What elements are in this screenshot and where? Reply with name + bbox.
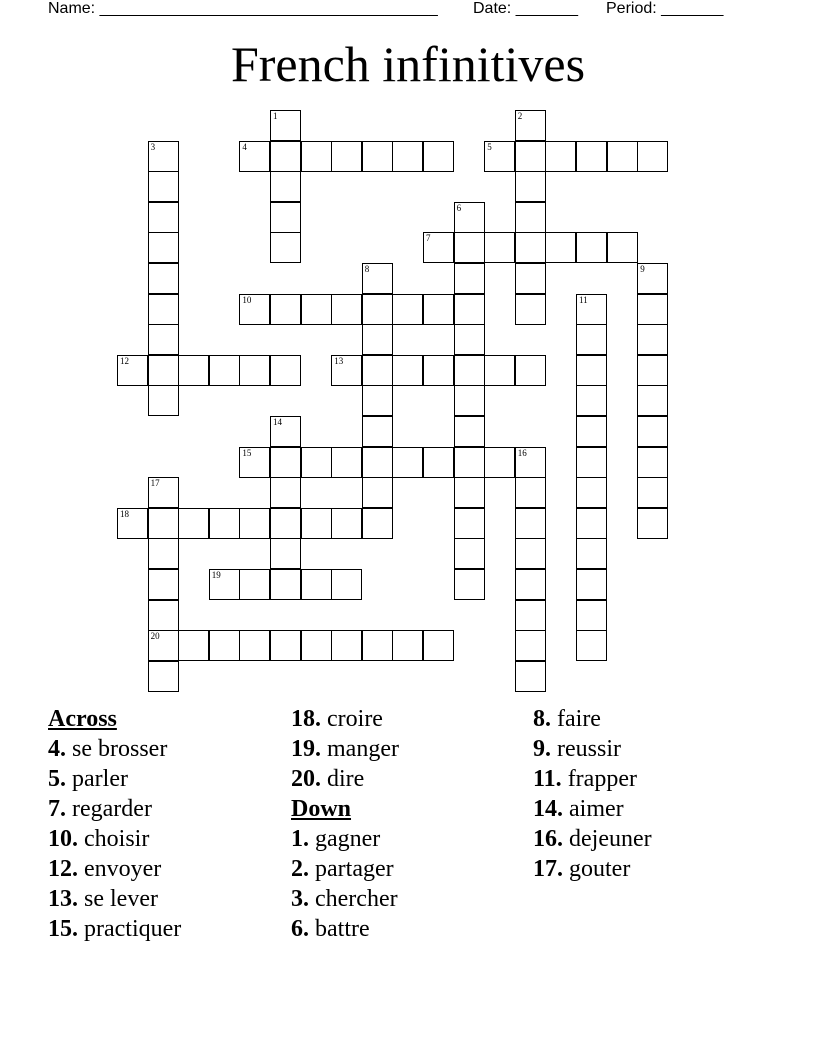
clue-text: dejeuner	[569, 826, 652, 852]
grid-cell[interactable]	[515, 294, 546, 325]
grid-cell[interactable]	[178, 355, 209, 386]
grid-cell[interactable]	[515, 232, 546, 263]
cell-number: 16	[517, 447, 527, 458]
cell-number: 4	[242, 141, 247, 152]
down-heading: Down	[291, 796, 352, 822]
clue-text: envoyer	[84, 856, 162, 882]
clue-number: 8.	[533, 706, 551, 732]
clue-across-4	[48, 734, 181, 764]
grid-cell[interactable]	[239, 294, 270, 325]
clue-number: 20.	[291, 766, 321, 792]
grid-cell[interactable]	[148, 171, 179, 202]
grid-cell[interactable]	[423, 141, 454, 172]
clue-across-15	[48, 914, 181, 944]
grid-cell[interactable]	[576, 385, 607, 416]
grid-cell[interactable]	[392, 447, 423, 478]
clue-text: gouter	[569, 856, 631, 882]
clue-number: 12.	[48, 856, 78, 882]
grid-cell[interactable]	[362, 447, 393, 478]
cell-number: 10	[242, 294, 252, 305]
grid-cell[interactable]	[515, 569, 546, 600]
cell-number: 6	[456, 202, 462, 213]
grid-cell[interactable]	[362, 355, 393, 386]
grid-cell[interactable]	[515, 477, 546, 508]
clue-down-14	[533, 794, 652, 824]
grid-cell[interactable]	[576, 630, 607, 661]
grid-cell[interactable]	[576, 477, 607, 508]
clue-down-3	[291, 884, 399, 914]
clue-across-13	[48, 884, 181, 914]
grid-cell[interactable]	[301, 141, 332, 172]
clue-number: 9.	[533, 736, 551, 762]
grid-cell[interactable]	[576, 447, 607, 478]
grid-cell[interactable]	[270, 110, 301, 141]
grid-cell[interactable]	[576, 416, 607, 447]
grid-cell[interactable]	[576, 508, 607, 539]
clue-number: 10.	[48, 826, 78, 852]
grid-cell[interactable]	[239, 447, 270, 478]
grid-cell[interactable]	[148, 600, 179, 631]
grid-cell[interactable]	[362, 324, 393, 355]
grid-cell[interactable]	[148, 324, 179, 355]
grid-cell[interactable]	[270, 508, 301, 539]
grid-cell[interactable]	[454, 232, 485, 263]
grid-cell[interactable]	[362, 263, 393, 294]
grid-cell[interactable]	[392, 294, 423, 325]
grid-cell[interactable]	[148, 141, 179, 172]
grid-cell[interactable]	[209, 569, 240, 600]
clue-text: se brosser	[72, 736, 168, 762]
clue-number: 19.	[291, 736, 321, 762]
grid-cell[interactable]	[515, 355, 546, 386]
clue-number: 18.	[291, 706, 321, 732]
grid-cell[interactable]	[454, 508, 485, 539]
across-heading: Across	[48, 706, 117, 732]
cell-number: 15	[242, 447, 252, 458]
grid-cell[interactable]	[637, 385, 668, 416]
clue-column-1	[48, 704, 181, 944]
grid-cell[interactable]	[637, 355, 668, 386]
clue-number: 17.	[533, 856, 563, 882]
grid-cell[interactable]	[209, 508, 240, 539]
grid-cell[interactable]	[331, 141, 362, 172]
clue-text: aimer	[569, 796, 624, 822]
grid-cell[interactable]	[423, 232, 454, 263]
grid-cell[interactable]	[576, 141, 607, 172]
grid-cell[interactable]	[423, 294, 454, 325]
cell-number: 5	[487, 141, 492, 152]
cell-number: 18	[120, 508, 129, 519]
grid-cell[interactable]	[331, 355, 362, 386]
grid-cell[interactable]	[331, 569, 362, 600]
grid-cell[interactable]	[148, 661, 179, 692]
grid-cell[interactable]	[637, 324, 668, 355]
grid-cell[interactable]	[607, 141, 638, 172]
grid-cell[interactable]	[362, 141, 393, 172]
clue-text: gagner	[315, 826, 381, 852]
grid-cell[interactable]	[515, 171, 546, 202]
clue-down-8	[533, 704, 652, 734]
grid-cell[interactable]	[178, 508, 209, 539]
grid-cell[interactable]	[209, 630, 240, 661]
clue-across-12	[48, 854, 181, 884]
clue-number: 15.	[48, 916, 78, 942]
grid-cell[interactable]	[454, 324, 485, 355]
grid-cell[interactable]	[239, 141, 270, 172]
grid-cell[interactable]	[117, 355, 148, 386]
period-field-label[interactable]: Period: _______	[606, 0, 724, 17]
grid-cell[interactable]	[148, 355, 179, 386]
grid-cell[interactable]	[454, 538, 485, 569]
grid-cell[interactable]	[576, 569, 607, 600]
grid-cell[interactable]	[515, 508, 546, 539]
grid-cell[interactable]	[515, 661, 546, 692]
clue-number: 16.	[533, 826, 563, 852]
clue-number: 13.	[48, 886, 78, 912]
grid-cell[interactable]	[148, 385, 179, 416]
grid-cell[interactable]	[484, 141, 515, 172]
grid-cell[interactable]	[576, 324, 607, 355]
clue-number: 7.	[48, 796, 66, 822]
grid-cell[interactable]	[270, 141, 301, 172]
grid-cell[interactable]	[515, 141, 546, 172]
grid-cell[interactable]	[301, 447, 332, 478]
grid-cell[interactable]	[637, 263, 668, 294]
grid-cell[interactable]	[545, 141, 576, 172]
date-field-label[interactable]: Date: _______	[473, 0, 578, 17]
grid-cell[interactable]	[148, 569, 179, 600]
grid-cell[interactable]	[576, 600, 607, 631]
grid-cell[interactable]	[362, 630, 393, 661]
grid-cell[interactable]	[239, 355, 270, 386]
grid-cell[interactable]	[392, 355, 423, 386]
grid-cell[interactable]	[637, 294, 668, 325]
clue-text: practiquer	[84, 916, 182, 942]
clue-number: 4.	[48, 736, 66, 762]
grid-cell[interactable]	[362, 416, 393, 447]
grid-cell[interactable]	[576, 232, 607, 263]
grid-cell[interactable]	[270, 355, 301, 386]
grid-cell[interactable]	[576, 294, 607, 325]
grid-cell[interactable]	[270, 202, 301, 233]
name-field-label[interactable]: Name: ______________________________________	[48, 0, 438, 17]
clue-text: choisir	[84, 826, 150, 852]
clue-down-6	[291, 914, 399, 944]
clue-text: parler	[72, 766, 128, 792]
grid-cell[interactable]	[270, 232, 301, 263]
cell-number: 1	[273, 111, 278, 121]
grid-cell[interactable]	[515, 263, 546, 294]
cell-number: 13	[334, 355, 344, 366]
clue-text: frapper	[567, 766, 637, 792]
grid-cell[interactable]	[331, 630, 362, 661]
grid-cell[interactable]	[454, 263, 485, 294]
grid-cell[interactable]	[362, 385, 393, 416]
clue-number: 5.	[48, 766, 66, 792]
clue-across-5	[48, 764, 181, 794]
grid-cell[interactable]	[331, 447, 362, 478]
cell-number: 20	[150, 631, 160, 642]
grid-cell[interactable]	[270, 477, 301, 508]
grid-cell[interactable]	[484, 355, 515, 386]
grid-cell[interactable]	[362, 477, 393, 508]
grid-cell[interactable]	[209, 355, 240, 386]
grid-cell[interactable]	[423, 447, 454, 478]
grid-cell[interactable]	[148, 477, 179, 508]
clue-text: battre	[315, 916, 370, 942]
clue-down-2	[291, 854, 399, 884]
grid-cell[interactable]	[515, 630, 546, 661]
grid-cell[interactable]	[515, 600, 546, 631]
clue-down-16	[533, 824, 652, 854]
clue-down-9	[533, 734, 652, 764]
page-title: French infinitives	[230, 36, 586, 92]
grid-cell[interactable]	[331, 294, 362, 325]
grid-cell[interactable]	[454, 447, 485, 478]
clue-text: regarder	[72, 796, 152, 822]
grid-cell[interactable]	[148, 538, 179, 569]
clue-text: partager	[315, 856, 394, 882]
grid-cell[interactable]	[270, 630, 301, 661]
cell-number: 7	[426, 233, 431, 244]
grid-cell[interactable]	[301, 569, 332, 600]
grid-cell[interactable]	[637, 447, 668, 478]
grid-cell[interactable]	[270, 171, 301, 202]
grid-cell[interactable]	[637, 416, 668, 447]
clue-number: 6.	[291, 916, 309, 942]
grid-cell[interactable]	[239, 508, 270, 539]
grid-cell[interactable]	[148, 232, 179, 263]
grid-cell[interactable]	[301, 508, 332, 539]
grid-cell[interactable]	[270, 447, 301, 478]
grid-cell[interactable]	[545, 232, 576, 263]
grid-cell[interactable]	[392, 630, 423, 661]
grid-cell[interactable]	[637, 477, 668, 508]
grid-cell[interactable]	[117, 508, 148, 539]
grid-cell[interactable]	[607, 232, 638, 263]
grid-cell[interactable]	[576, 538, 607, 569]
grid-cell[interactable]	[178, 630, 209, 661]
grid-cell[interactable]	[576, 355, 607, 386]
grid-cell[interactable]	[454, 294, 485, 325]
grid-cell[interactable]	[239, 630, 270, 661]
grid-cell[interactable]	[270, 569, 301, 600]
grid-cell[interactable]	[423, 355, 454, 386]
grid-cell[interactable]	[454, 385, 485, 416]
clue-across-10	[48, 824, 181, 854]
clue-down-1	[291, 824, 399, 854]
clue-text: manger	[327, 736, 399, 762]
cell-number: 17	[150, 478, 160, 489]
cell-number: 2	[517, 111, 523, 121]
grid-cell[interactable]	[148, 630, 179, 661]
grid-cell[interactable]	[454, 416, 485, 447]
grid-cell[interactable]	[515, 202, 546, 233]
clue-text: se lever	[84, 886, 158, 912]
clue-number: 11.	[533, 766, 562, 792]
grid-cell[interactable]	[148, 508, 179, 539]
clue-text: reussir	[557, 736, 621, 762]
grid-cell[interactable]	[331, 508, 362, 539]
clue-text: dire	[327, 766, 365, 792]
clue-text: chercher	[315, 886, 398, 912]
grid-cell[interactable]	[148, 294, 179, 325]
grid-cell[interactable]	[392, 141, 423, 172]
grid-cell[interactable]	[484, 232, 515, 263]
clue-down-11	[533, 764, 652, 794]
grid-cell[interactable]	[362, 294, 393, 325]
clue-across-19	[291, 734, 399, 764]
grid-cell[interactable]	[637, 508, 668, 539]
clue-number: 14.	[533, 796, 563, 822]
clue-column-2	[291, 704, 399, 944]
grid-cell[interactable]	[484, 447, 515, 478]
grid-cell[interactable]	[362, 508, 393, 539]
grid-cell[interactable]	[454, 355, 485, 386]
grid-cell[interactable]	[301, 294, 332, 325]
clue-number: 3.	[291, 886, 309, 912]
grid-cell[interactable]	[239, 569, 270, 600]
grid-cell[interactable]	[148, 202, 179, 233]
cell-number: 14	[273, 417, 282, 427]
clue-across-20	[291, 764, 399, 794]
grid-cell[interactable]	[454, 202, 485, 233]
cell-number: 19	[211, 570, 221, 580]
cell-number: 3	[150, 141, 156, 152]
clue-column-3	[533, 704, 652, 884]
grid-cell[interactable]	[301, 630, 332, 661]
clue-across-7	[48, 794, 181, 824]
cell-number: 9	[640, 264, 645, 274]
grid-cell[interactable]	[637, 141, 668, 172]
grid-cell[interactable]	[515, 538, 546, 569]
clue-down-17	[533, 854, 652, 884]
clue-across-18	[291, 704, 399, 734]
grid-cell[interactable]	[515, 110, 546, 141]
cell-number: 8	[364, 264, 370, 274]
clue-text: croire	[327, 706, 383, 732]
grid-cell[interactable]	[270, 538, 301, 569]
grid-cell[interactable]	[148, 263, 179, 294]
grid-cell[interactable]	[454, 569, 485, 600]
clue-number: 1.	[291, 826, 309, 852]
grid-cell[interactable]	[423, 630, 454, 661]
grid-cell[interactable]	[270, 294, 301, 325]
cell-number: 12	[120, 355, 129, 366]
clue-number: 2.	[291, 856, 309, 882]
grid-cell[interactable]	[515, 447, 546, 478]
cell-number: 11	[579, 294, 588, 305]
grid-cell[interactable]	[454, 477, 485, 508]
grid-cell[interactable]	[270, 416, 301, 447]
clue-text: faire	[557, 706, 601, 732]
